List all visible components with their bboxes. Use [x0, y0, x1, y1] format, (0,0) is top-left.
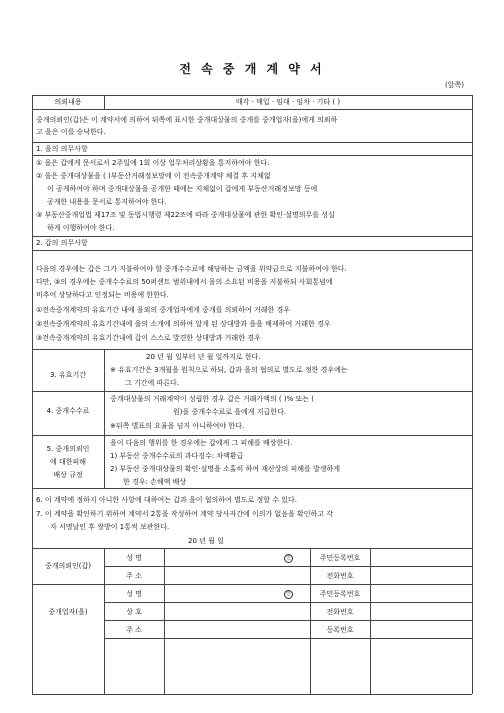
section2-line-5: ②전속중개계약의 유효기간내에 을의 소개에 의하여 알게 된 상대방과 을을 배제하여 거래한 경우 [36, 320, 331, 328]
request-value: 매각 · 매입 · 임대 · 임차 · 기타 ( ) [235, 98, 341, 106]
section2-line-6: ③전속중개계약의 유효기간내에 갑이 스스로 발견한 상대방과 거래한 경우 [36, 334, 261, 342]
intro-line-2: 고 을은 이를 승낙한다. [36, 128, 106, 136]
party-b-phone-label: 전화번호 [326, 608, 354, 616]
section2-line-3: 비추어 상당하다고 인정되는 비용에 한한다. [36, 291, 169, 299]
clause-6: 6. 이 계약에 정하지 아니한 사항에 대하여는 갑과 을이 협의하여 별도로 정할 수 있다. [36, 496, 297, 504]
party-a-seal [284, 552, 293, 563]
section1-line-5: ③ 부동산중개업법 제17조 및 동법시행령 제22조에 따라 중개대상물에 관한 확인·설명의무를 성실 [36, 211, 335, 219]
date-line: 20 년 월 일 [188, 537, 224, 545]
section1-line-1: ① 을은 갑에게 문서로서 2주일에 1회 이상 업무처리상황을 통지하여야 한다. [36, 159, 270, 167]
party-b-license-no-label: 등록번호 [326, 626, 354, 634]
seal-mark-icon: 인 [284, 590, 293, 599]
border-right [472, 95, 473, 694]
section3-line-3: 그 기간에 따른다. [125, 379, 180, 387]
sig-col-3 [310, 548, 311, 694]
party-b-reg-no-label: 주민등록번호 [319, 590, 361, 598]
section2-line-4: ①전속중개계약의 유효기간 내에 을외의 중개업자에게 중개를 의뢰하여 거래한 경우 [36, 306, 290, 314]
section4-label: 4. 중개수수료 [46, 407, 90, 415]
section2-line-2: 다만, ③의 경우에는 중개수수료의 50퍼센트 범위내에서 을의 소요된 비용을 지불하되 사회통념에 [36, 278, 333, 286]
section4-line-2: 원)을 중개수수료로 을에게 지급한다. [173, 408, 287, 416]
section5-label-1: 5. 중개의뢰인 [46, 445, 90, 453]
section3-line-1: 20 년 월 일부터 년 월 일까지로 한다. [146, 353, 261, 361]
section1-line-2: ② 을은 중개대상물을 ( )부동산거래정보망에 이 전속중개계약 체결 후 지체없 [36, 172, 271, 180]
document-title: 전 속 중 개 계 약 서 [179, 62, 325, 76]
label-column-divider [104, 349, 105, 488]
party-b-name-label: 성 명 [126, 590, 142, 598]
section5-line-1: 을이 다음의 행위를 한 경우에는 갑에게 그 피해를 배상한다. [110, 439, 293, 447]
party-a-reg-no-label: 주민등록번호 [319, 554, 361, 562]
section4-line-1: 중개대상물의 거래계약이 성립한 경우 갑은 거래가액의 ( )% 또는 ( [110, 395, 314, 403]
intro-line-1: 중개의뢰인(갑)은 이 계약서에 의하여 뒤쪽에 표시한 중개대상물의 중개를 중개업자(을)에게 의뢰하 [36, 116, 338, 124]
party-b-address-label: 주 소 [126, 626, 142, 634]
party-a-name-label: 성 명 [126, 554, 142, 562]
sig-col-4 [370, 548, 371, 694]
section5-line-4: 한 경우: 손해액 배상 [123, 478, 187, 486]
section1-line-3: 이 공개하여야 하며 중개대상물을 공개한 때에는 지체없이 갑에게 부동산거래정보망 등에 [47, 185, 318, 193]
section2-heading: 2. 갑의 의무사항 [36, 239, 88, 247]
party-a-address-label: 주 소 [126, 572, 142, 580]
party-b-trade-name-label: 상 호 [126, 608, 142, 616]
section3-label: 3. 유효기간 [50, 371, 86, 379]
section5-line-3: 2) 부동산 중개대상물의 확인·설명을 소홀히 하여 재산상의 피해를 발생하게 [110, 465, 341, 473]
party-a-label: 중개의뢰인(갑) [44, 562, 92, 570]
sig-col-1 [104, 548, 105, 694]
request-label: 의뢰내용 [54, 98, 82, 106]
border-top [32, 95, 472, 96]
section4-line-3: ※뒤쪽 별표의 요율을 넘지 아니하여야 한다. [110, 422, 245, 430]
section5-label-2: 에 대한피해 [49, 458, 87, 466]
clause-7-line-1: 7. 이 계약을 확인하기 위하여 계약서 2통을 작성하여 계약 당사자간에 이의가 없음을 확인하고 각 [36, 510, 334, 518]
party-a-phone-label: 전화번호 [326, 572, 354, 580]
border-bottom [32, 694, 472, 695]
section5-line-2: 1) 부동산 중개수수료의 과다징수: 차액환급 [110, 452, 244, 460]
sig-col-2 [164, 548, 165, 694]
section2-line-1: 다음의 경우에는 갑은 그가 지불하여야 할 중개수수료에 해당하는 금액을 위약금으로 지불하여야 한다. [36, 265, 347, 273]
border-left [32, 95, 33, 694]
section3-line-2: ※ 유효기간은 3개월을 원칙으로 하되, 갑과 을의 협의로 별도로 정한 경우에는 [110, 366, 348, 374]
seal-mark-icon: 인 [284, 554, 293, 563]
party-b-seal [284, 588, 293, 599]
section1-heading: 1. 을의 의무사항 [36, 145, 88, 153]
section5-label-3: 배상 규정 [53, 471, 83, 479]
party-b-label: 중개업자(을) [48, 608, 88, 616]
clause-7-line-2: 자 서명날인 후 쌍방이 1통씩 보관한다. [50, 523, 170, 531]
section1-line-6: 하게 이행하여야 한다. [47, 224, 115, 232]
page-side-note: (앞쪽) [445, 81, 464, 89]
section1-line-4: 공개한 내용을 문서로 통지하여야 한다. [47, 198, 167, 206]
